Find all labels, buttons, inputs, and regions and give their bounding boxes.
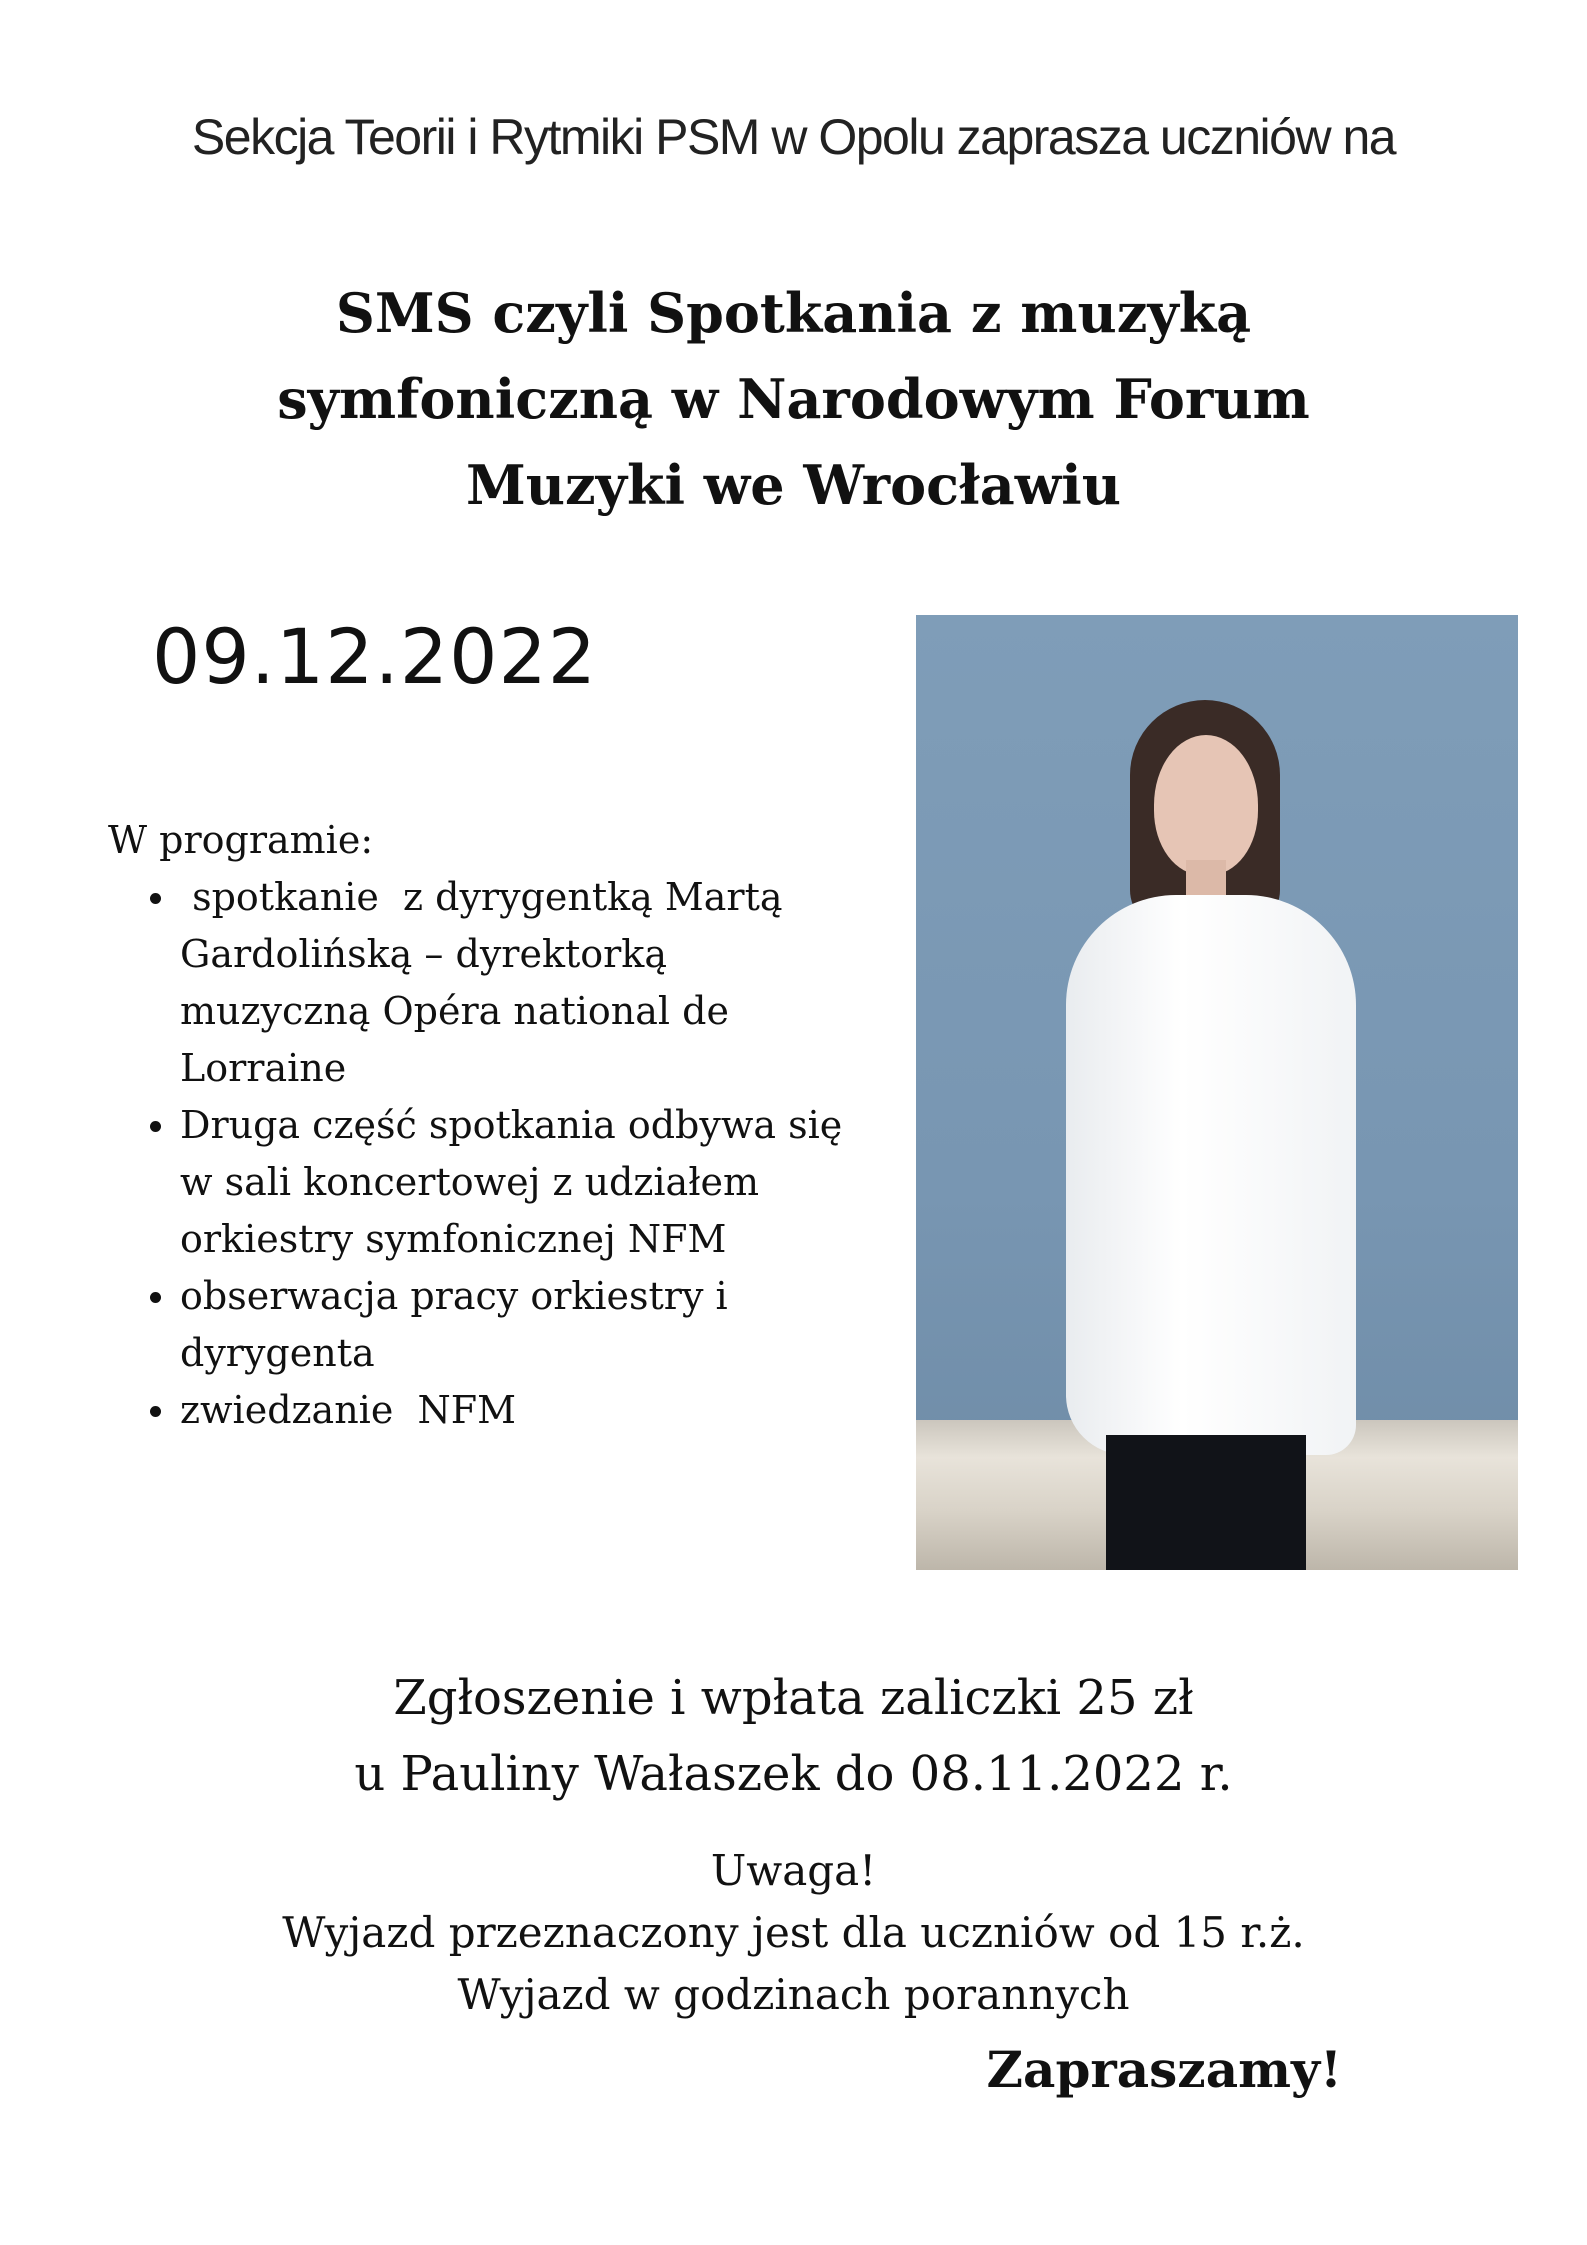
intro-line: Sekcja Teorii i Rytmiki PSM w Opolu zaprasza uczniów na xyxy=(191,109,1396,165)
photo-legs xyxy=(1106,1435,1306,1570)
title-line-3: Muzyki we Wrocławiu xyxy=(465,453,1122,517)
program-item: zwiedzanie NFM xyxy=(108,1382,868,1439)
photo-shirt xyxy=(1066,895,1356,1455)
photo-face xyxy=(1154,735,1258,875)
registration-line-1: Zgłoszenie i wpłata zaliczki 25 zł xyxy=(393,1670,1194,1726)
conductor-photo xyxy=(916,615,1518,1570)
program-item: spotkanie z dyrygentką Martą Gardolińską – dyrektorką muzyczną Opéra national de Lorraine xyxy=(108,869,868,1097)
program-heading: W programie: xyxy=(108,818,374,862)
event-date: 09.12.2022 xyxy=(152,612,598,701)
notice-line-1: Wyjazd przeznaczony jest dla uczniów od 15 r.ż. xyxy=(282,1908,1305,1957)
closing-text: Zapraszamy! xyxy=(986,2040,1342,2099)
notice-line-2: Wyjazd w godzinach porannych xyxy=(457,1970,1130,2019)
registration-line-2: u Pauliny Wałaszek do 08.11.2022 r. xyxy=(354,1746,1233,1802)
notice-heading: Uwaga! xyxy=(710,1846,877,1895)
title-line-1: SMS czyli Spotkania z muzyką xyxy=(335,281,1252,345)
event-title xyxy=(0,270,1587,528)
title-line-2: symfoniczną w Narodowym Forum xyxy=(277,367,1310,431)
program-item: Druga część spotkania odbywa się w sali koncertowej z udziałem orkiestry symfonicznej NFM xyxy=(108,1097,868,1268)
program-item: obserwacja pracy orkiestry i dyrygenta xyxy=(108,1268,868,1382)
registration-info xyxy=(0,1660,1587,1812)
program-section xyxy=(108,812,868,1439)
notice-section xyxy=(0,1840,1587,2026)
program-list xyxy=(108,869,868,1439)
